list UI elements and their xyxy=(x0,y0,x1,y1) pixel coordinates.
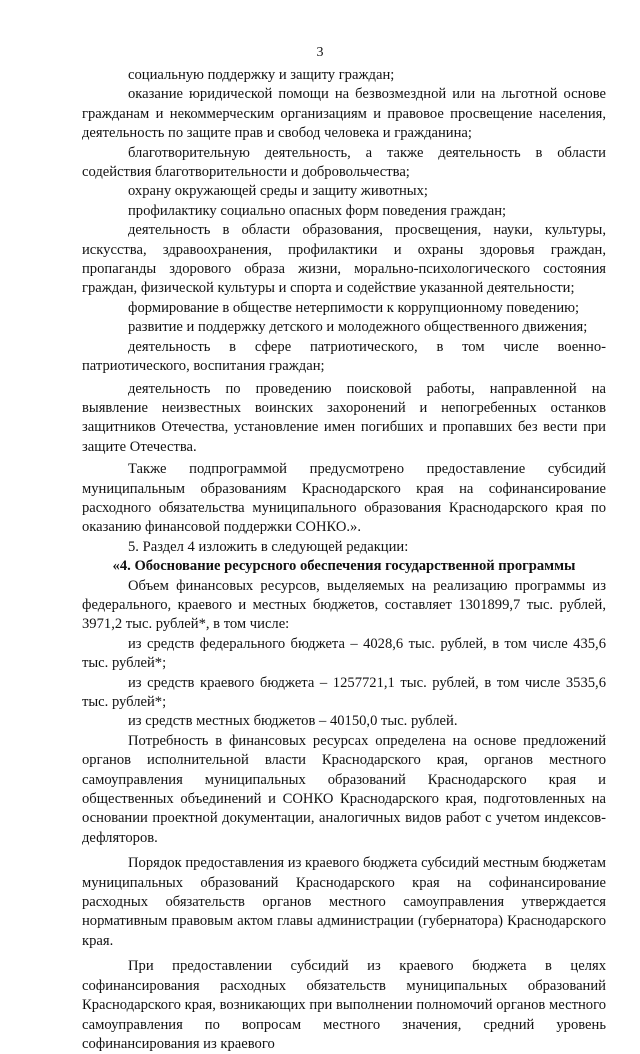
paragraph-federal-budget: из средств федерального бюджета – 4028,6 тыс. рублей, в том числе 435,6 тыс. рублей*; xyxy=(82,635,606,672)
section-heading: «4. Обоснование ресурсного обеспечения государственной программы xyxy=(112,558,576,575)
paragraph-financial-needs: Потребность в финансовых ресурсах определена на основе предложений органов исполнительной власти Краснодарского края, органов местного самоуправления муниципальных образований Краснодарского края и общественных объединений и СОНКО Краснодарского края, подготовленных на основании проектной документации, аналогичных видов работ с учетом индексов-дефляторов. xyxy=(82,732,606,846)
paragraph-cofinancing: При предоставлении субсидий из краевого бюджета в целях софинансирования расходных обязательств муниципальных образований Краснодарского края, возникающих при выполнении полномочий органов местного самоуправления по вопросам местного значения, средний уровень софинансирования из краевого xyxy=(82,958,606,1052)
paragraph-local-budget: из средств местных бюджетов – 40150,0 тыс. рублей. xyxy=(128,713,458,730)
paragraph-subsidy-procedure: Порядок предоставления из краевого бюджета субсидий местным бюджетам муниципальных образований Краснодарского края на софинансирование расходных обязательств органов местного самоуправления утверждается нормативным правовым актом главы администрации (губернатора) Краснодарского края. xyxy=(82,855,606,949)
paragraph-subsidies: Также подпрограммой предусмотрено предоставление субсидий муниципальным образованиям Краснодарского края на софинансирование расходного обязательства муниципального образования Краснодарского края по оказанию финансовой поддержки СОНКО.». xyxy=(82,461,606,536)
paragraph-regional-budget: из средств краевого бюджета – 1257721,1 тыс. рублей, в том числе 3535,6 тыс. рублей*; xyxy=(82,674,606,710)
paragraph-education: деятельность в области образования, просвещения, науки, культуры, искусства, здравоохранения, профилактики и охраны здоровья граждан, пропаганды здорового образа жизни, морально-психологического состояния граждан, физической культуры и спорта и содействие указанной деятельности; xyxy=(82,222,606,297)
paragraph-anti-corruption: формирование в обществе нетерпимости к коррупционному поведению; xyxy=(128,299,580,316)
paragraph-youth-movement: развитие и поддержку детского и молодежного общественного движения; xyxy=(128,319,588,336)
paragraph-environment: охрану окружающей среды и защиту животных; xyxy=(128,183,428,200)
paragraph-legal-aid: оказание юридической помощи на безвозмездной или на льготной основе гражданам и некоммерческим организациям и правовое просвещение населения, деятельность по защите прав и свобод человека и гражданина; xyxy=(82,86,606,142)
paragraph-prevention: профилактику социально опасных форм поведения граждан; xyxy=(128,202,507,219)
paragraph-funding-volume: Объем финансовых ресурсов, выделяемых на реализацию программы из федерального, краевого и местных бюджетов, составляет 1301899,7 тыс. рублей, 3971,2 тыс. рублей*, в том числе: xyxy=(82,577,606,633)
paragraph-charity: благотворительную деятельность, а также деятельность в области содействия благотворительности и добровольчества; xyxy=(82,144,606,181)
paragraph-patriotic: деятельность в сфере патриотического, в том числе военно-патриотического, воспитания граждан; xyxy=(82,338,606,375)
page-number: 3 xyxy=(316,45,324,60)
paragraph-section-4-intro: 5. Раздел 4 изложить в следующей редакции: xyxy=(128,538,409,555)
document-body xyxy=(82,66,606,1054)
paragraph-search-work: деятельность по проведению поисковой работы, направленной на выявление неизвестных воинских захоронений и непогребенных останков защитников Отечества, установление имен погибших и пропавших без вести при защите Отечества. xyxy=(82,380,606,455)
paragraph-social-support: социальную поддержку и защиту граждан; xyxy=(128,67,395,83)
